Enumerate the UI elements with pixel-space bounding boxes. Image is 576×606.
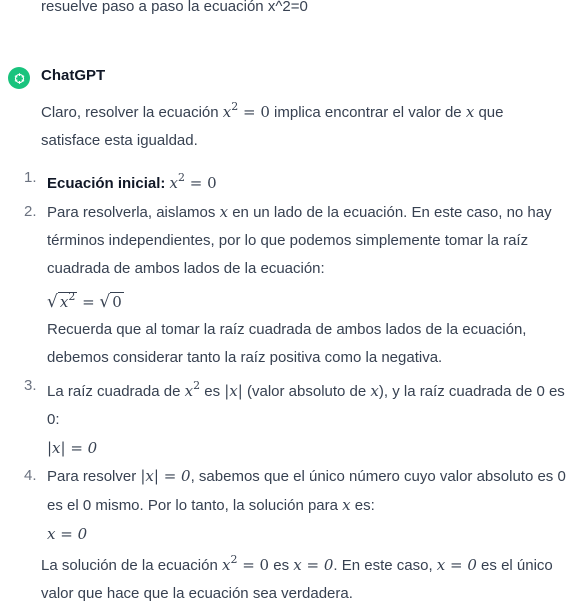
step-title: Ecuación inicial: [47,175,166,192]
list-item [0,164,576,198]
step-math: |x| = 0 [140,467,191,485]
step-text: Recuerda que al tomar la raíz cuadrada de ambos lados de la ecuación, debemos considerar tanto la raíz positiva como la negativa. [47,321,527,366]
step-text: ), y la raíz cuadrada de 0 es 0: [47,383,565,428]
step-math: $x^2$ [184,379,201,400]
step-number: 4. [24,467,37,484]
conclusion-math: x = 0 [293,556,334,574]
step-text: (valor absoluto de [242,383,371,400]
intro-math-2: x [465,103,475,121]
step-text: La raíz cuadrada de [47,383,185,400]
step-number: 1. [24,169,37,186]
conclusion-text: La solución de la ecuación [41,557,222,574]
openai-logo-icon [8,67,30,89]
step-text: es [200,383,225,400]
step-text: en un lado de la ecuación. En este caso, no hay términos independientes, por lo que podemos simplemente tomar la raíz cuadrada de ambos lados de la ecuación: [47,204,552,277]
intro-text-3: que satisface esta igualdad. [41,104,504,149]
conclusion-text: es el único valor que hace que la ecuación sea verdadera. [41,557,553,602]
list-item [0,198,576,372]
step-block-math: √ $x^2$ = √ 0 [47,290,122,312]
step-math: x [342,496,351,514]
assistant-conclusion [41,546,566,606]
step-text: Para resolverla, aislamos [47,204,220,221]
assistant-intro [41,93,566,155]
step-block-math: x = 0 [47,525,88,543]
step-text: , sabemos que el único número cuyo valor absoluto es 0 es el 0 mismo. Por lo tanto, la solución para [47,468,566,514]
conclusion-math: x = 0 [436,556,477,574]
step-number: 3. [24,377,37,394]
step-text: es: [350,497,375,514]
conclusion-math: $x^2 = 0$ [221,553,270,574]
intro-text-2: implica encontrar el valor de [269,104,466,121]
step-math: x [370,382,379,400]
intro-math-1: $x^2 = 0$ [222,100,270,121]
step-text: Para resolver [47,468,141,485]
step-math: x [219,203,229,221]
step-math: $x^2 = 0$ [169,171,217,192]
list-item [0,372,576,462]
list-item [0,462,576,548]
user-message: resuelve paso a paso la ecuación x^2=0 [41,0,308,15]
step-math: |x| [224,382,243,400]
conclusion-text: es [269,557,294,574]
step-number: 2. [24,203,37,220]
intro-text-1: Claro, resolver la ecuación [41,104,223,121]
steps-list [0,164,576,548]
conclusion-text: . En este caso, [333,557,437,574]
step-block-math: |x| = 0 [47,439,98,457]
assistant-name: ChatGPT [41,67,106,84]
